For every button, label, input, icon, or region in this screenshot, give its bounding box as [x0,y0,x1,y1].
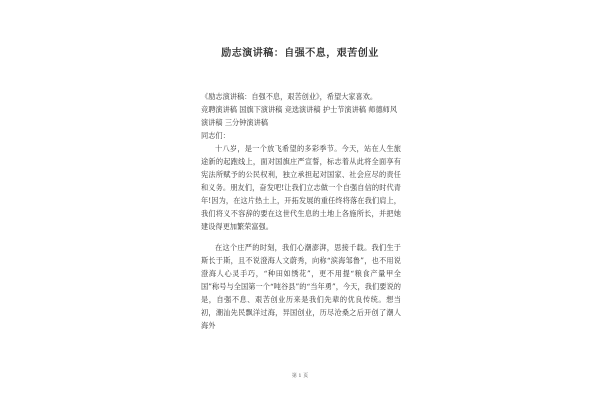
page-number: 第 1 页 [291,373,309,379]
intro-text: 《励志演讲稿：自强不息，艰苦创业》，希望大家喜欢。 [201,92,378,101]
related-links: 竞聘演讲稿 国旗下演讲稿 竞选演讲稿 护士节演讲稿 师德师风演讲稿 三分钟演讲稿 [201,105,398,127]
document-title: 励志演讲稿：自强不息，艰苦创业 [221,48,379,59]
paragraph-1: 十八岁，是一个放飞希望的多彩季节。今天，站在人生旅途新的起跑线上，面对国旗庄严宣誓，标志着从此将全面享有宪法所赋予的公民权利，独立承担起对国家、社会应尽的责任和义务。朋友们，奋发吧!让我们立志做一个自强自信的时代青年!因为，在这片热土上，开拓发展的重任终将落在我们肩上，我们将义不容辞的要在这世代生息的土地上各施所长，并把她建设得更加繁荣富强。 [201,144,401,231]
document-body [201,90,401,332]
greeting: 同志们： [201,131,230,140]
paragraph-2: 在这个庄严的时刻，我们心潮澎湃，思接千载。我们生于斯长于斯，且不说澄海人文蔚秀，向称“滨海邹鲁”，也不用说澄海人心灵手巧，“种田如绣花”，更不用提“粮食产量甲全国”称号与全国第一个“吨谷县”的“当年勇”，今天，我们要说的是，自强不息、艰苦创业历来是我们先辈的优良传统。想当初，潮汕先民飘洋过海，异国创业，历尽沧桑之后开创了潮人海外 [201,243,401,330]
